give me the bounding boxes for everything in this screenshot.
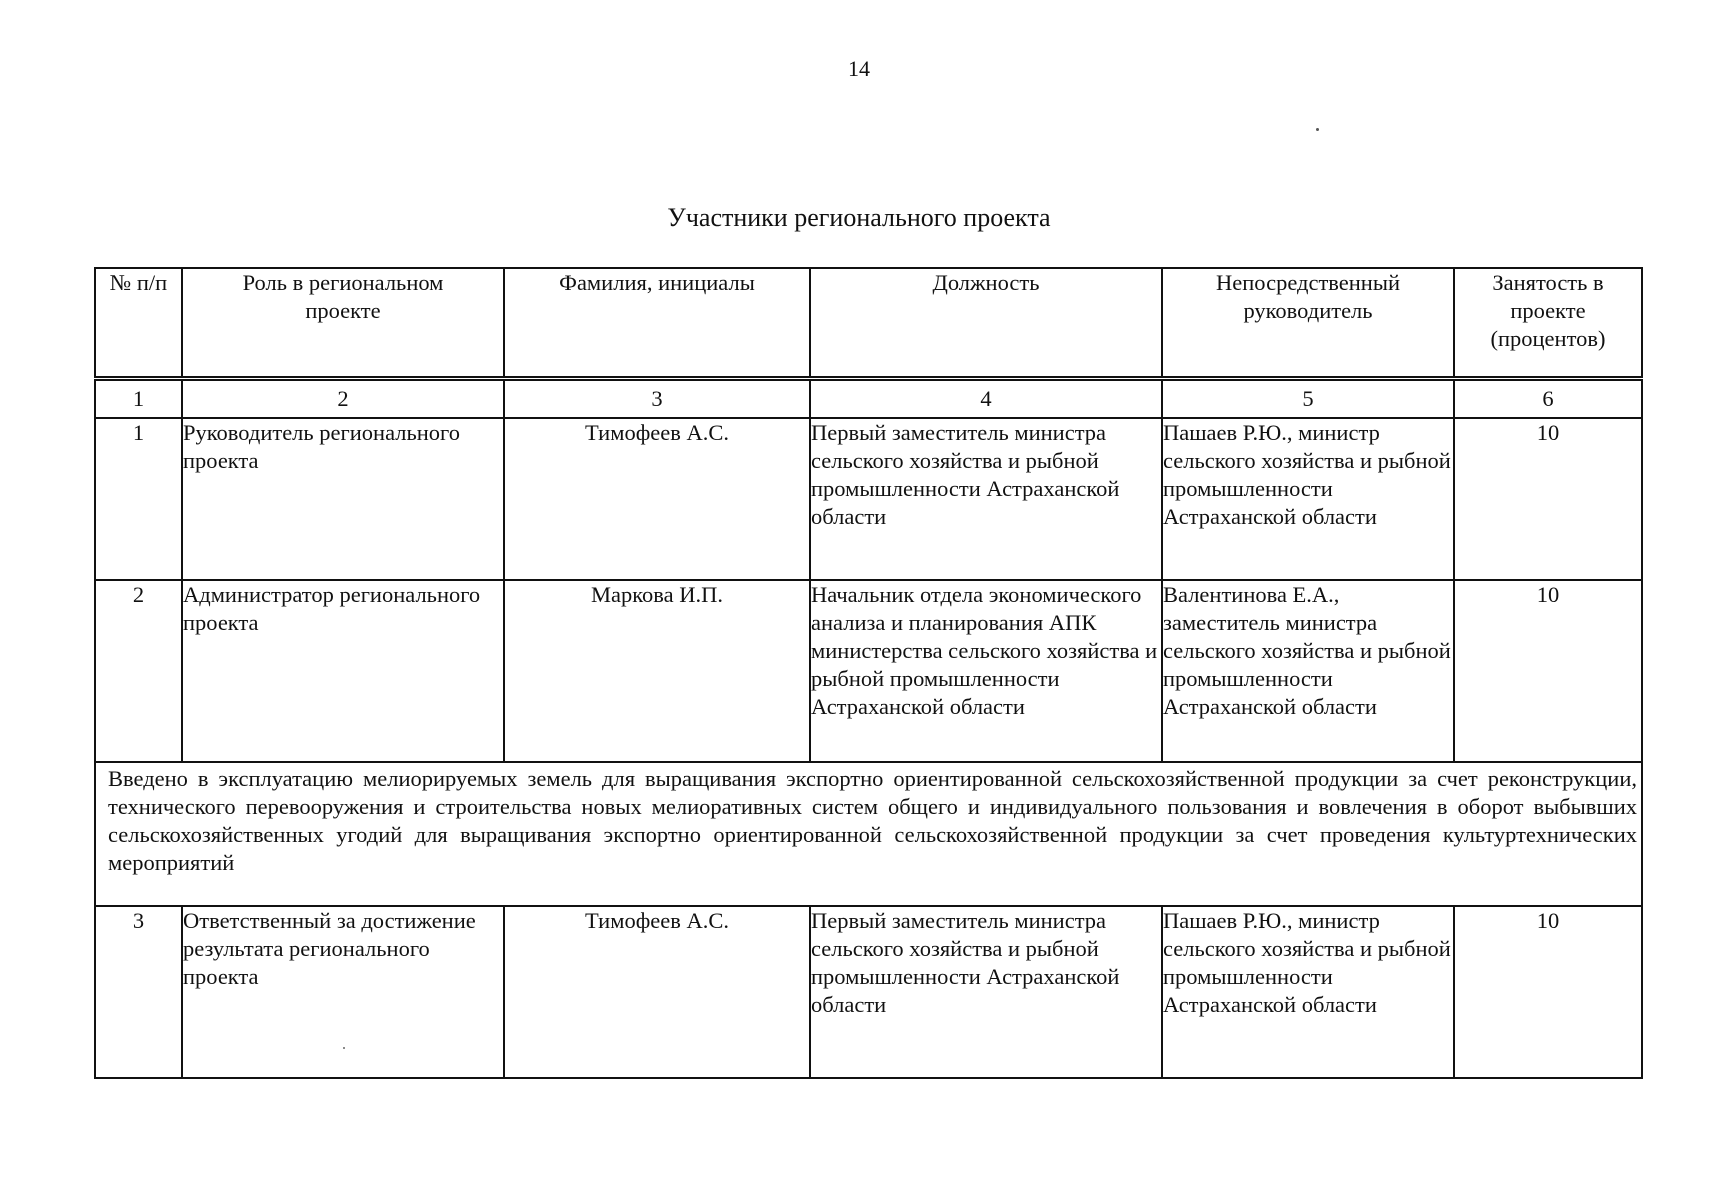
page-number: 14 [848, 56, 870, 81]
header-cell-number: № п/п [95, 268, 182, 379]
row-number: 2 [95, 580, 182, 762]
row-manager: Пашаев Р.Ю., министр сельского хозяйства и рыбной промышленности Астраханской области [1162, 418, 1454, 580]
header-cell-name: Фамилия, инициалы [504, 268, 810, 379]
table-row [95, 580, 1642, 762]
column-number: 5 [1162, 379, 1454, 419]
row-position: Начальник отдела экономического анализа и планирования АПК министерства сельского хозяйства и рыбной промышленности Астраханской области [810, 580, 1162, 762]
row-manager: Валентинова Е.А., заместитель министра сельского хозяйства и рыбной промышленности Астраханской области [1162, 580, 1454, 762]
row-employment: 10 [1454, 906, 1642, 1078]
row-name: Тимофеев А.С. [504, 418, 810, 580]
column-number: 2 [182, 379, 504, 419]
row-role: Ответственный за достижение результата регионального проекта [182, 906, 504, 1078]
row-number: 3 [95, 906, 182, 1078]
participants-table [94, 267, 1643, 1079]
row-position: Первый заместитель министра сельского хозяйства и рыбной промышленности Астраханской области [810, 906, 1162, 1078]
row-role: Руководитель регионального проекта [182, 418, 504, 580]
column-number: 1 [95, 379, 182, 419]
table-row [95, 906, 1642, 1078]
column-number-row [95, 379, 1642, 419]
row-employment: 10 [1454, 418, 1642, 580]
result-text: Введено в эксплуатацию мелиорируемых земель для выращивания экспортно ориентированной сельскохозяйственной продукции за счет реконструкции, технического перевооружения и строительства новых мелиоративных систем общего и индивидуального пользования и вовлечения в оборот выбывших сельскохозяйственных угодий для выращивания экспортно ориентированной сельскохозяйственной продукции за счет проведения культуртехнических мероприятий [95, 762, 1642, 906]
result-row [95, 762, 1642, 906]
header-cell-position: Должность [810, 268, 1162, 379]
header-cell-manager: Непосредственный руководитель [1162, 268, 1454, 379]
row-manager: Пашаев Р.Ю., министр сельского хозяйства и рыбной промышленности Астраханской области [1162, 906, 1454, 1078]
row-name: Тимофеев А.С. [504, 906, 810, 1078]
column-number: 4 [810, 379, 1162, 419]
header-cell-employment: Занятость в проекте (процентов) [1454, 268, 1642, 379]
row-number: 1 [95, 418, 182, 580]
column-number: 3 [504, 379, 810, 419]
row-role: Администратор регионального проекта [182, 580, 504, 762]
row-name: Маркова И.П. [504, 580, 810, 762]
table-header-row [95, 268, 1642, 379]
row-employment: 10 [1454, 580, 1642, 762]
document-title: Участники регионального проекта [667, 203, 1051, 232]
scan-speck [1316, 128, 1319, 131]
table-row [95, 418, 1642, 580]
row-position: Первый заместитель министра сельского хозяйства и рыбной промышленности Астраханской области [810, 418, 1162, 580]
column-number: 6 [1454, 379, 1642, 419]
header-cell-role: Роль в региональном проекте [182, 268, 504, 379]
